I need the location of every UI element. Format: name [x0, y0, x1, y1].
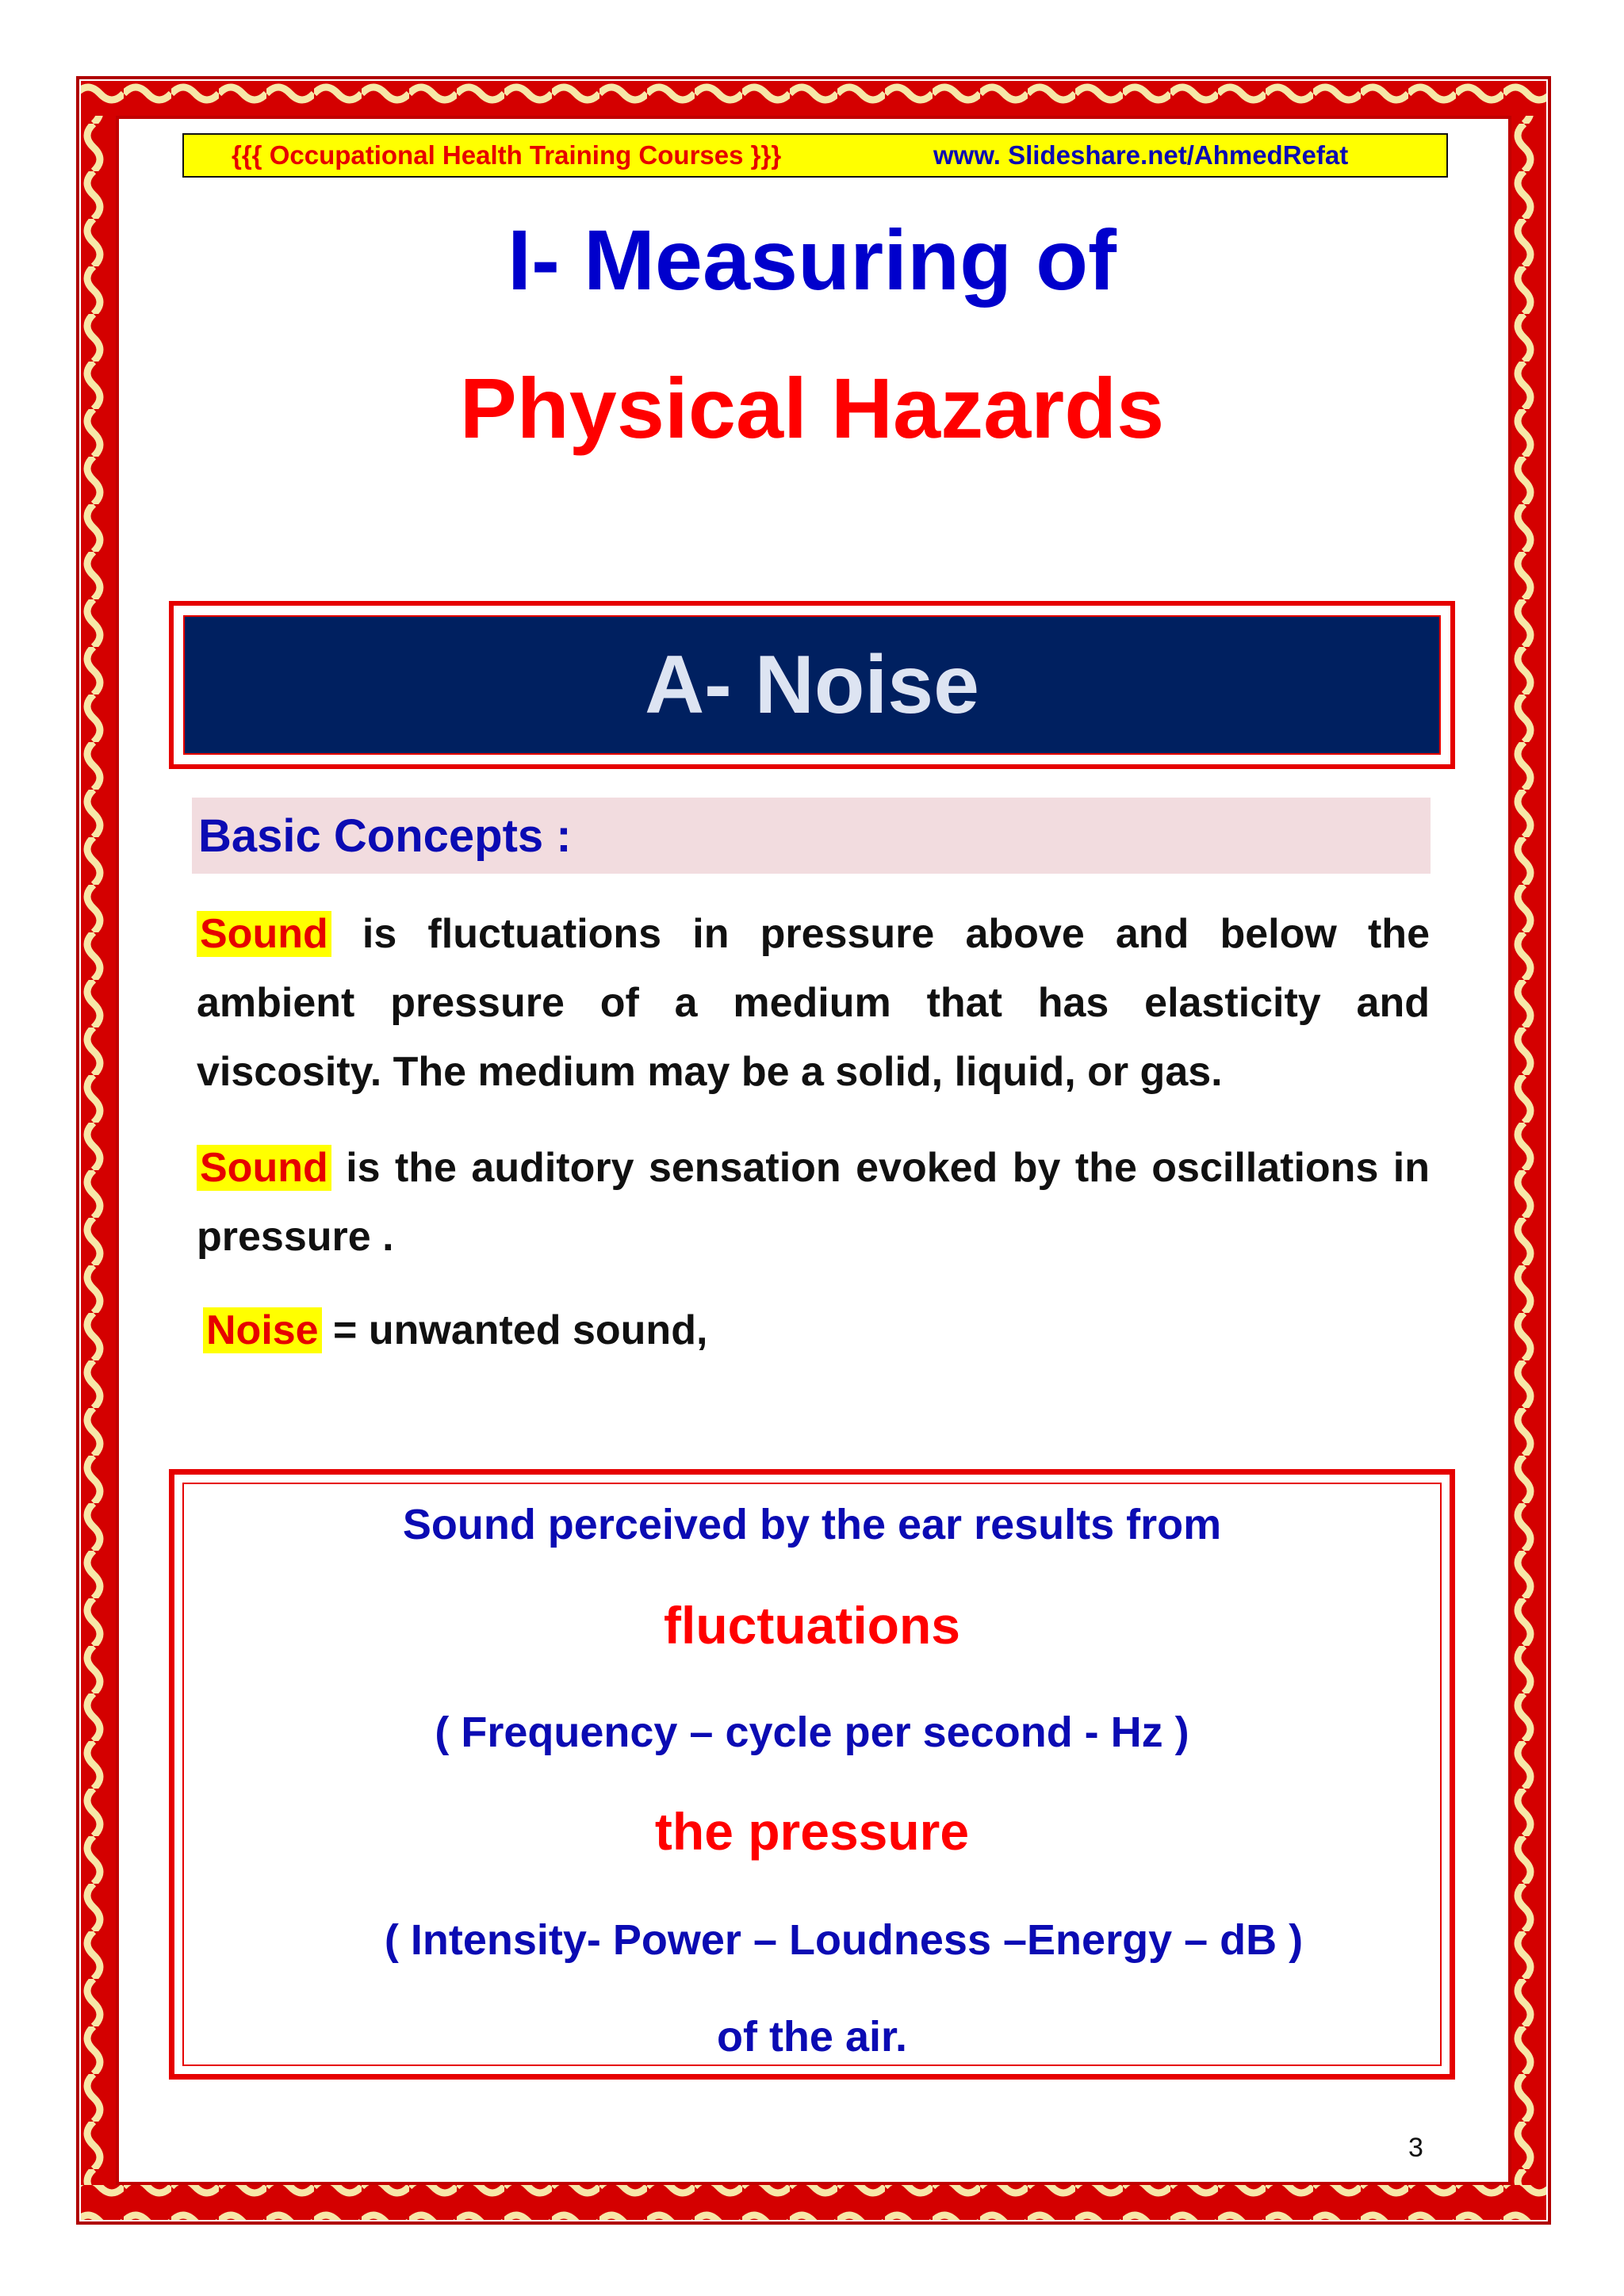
section-banner — [169, 601, 1455, 769]
summary-box — [169, 1469, 1455, 2080]
summary-line: of the air. — [716, 2013, 908, 2061]
page-title-line-1: I- Measuring of — [507, 212, 1117, 308]
concepts-heading: Basic Concepts : — [192, 798, 1431, 874]
definition-text: = unwanted sound, — [321, 1307, 708, 1353]
definition-text: is the auditory sensation evoked by the oscillations in pressure . — [197, 1145, 1430, 1260]
header-course-title: {{{ Occupational Health Training Courses }}} — [232, 140, 782, 170]
definition-term: Sound — [197, 1145, 331, 1191]
definition-paragraph — [197, 1134, 1430, 1272]
section-banner-title: A- Noise — [183, 615, 1441, 755]
definition-term: Sound — [197, 911, 331, 957]
summary-line: ( Intensity- Power – Loudness –Energy – dB ) — [384, 1916, 1304, 1964]
definition-paragraph — [203, 1296, 1436, 1365]
definition-term: Noise — [203, 1307, 322, 1353]
header-strip — [182, 133, 1448, 178]
summary-line: ( Frequency – cycle per second - Hz ) — [435, 1709, 1189, 1756]
page-title-line-2: Physical Hazards — [459, 360, 1165, 456]
summary-line: Sound perceived by the ear results from — [402, 1501, 1222, 1548]
summary-emphasis: the pressure — [654, 1802, 970, 1861]
definition-paragraph — [197, 900, 1430, 1107]
summary-emphasis: fluctuations — [664, 1596, 960, 1655]
page-number: 3 — [1408, 2133, 1423, 2163]
header-website-link[interactable]: www. Slideshare.net/AhmedRefat — [933, 140, 1349, 170]
definition-text: is fluctuations in pressure above and below the ambient pressure of a medium that has elasticity and viscosity. The medium may be a solid, liquid, or gas. — [197, 911, 1430, 1095]
